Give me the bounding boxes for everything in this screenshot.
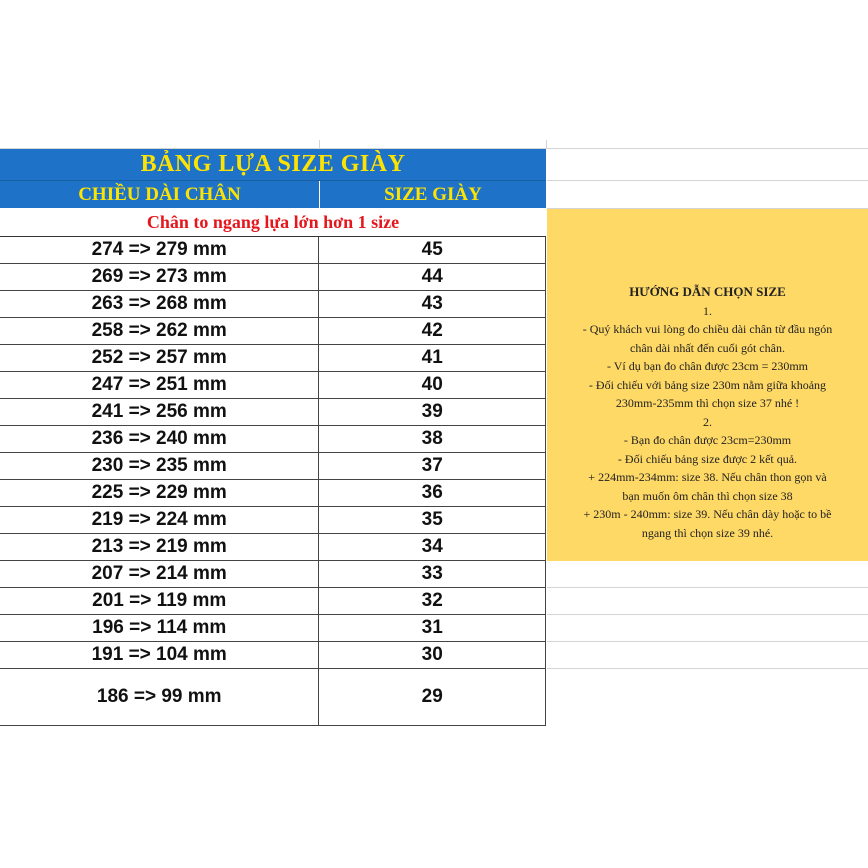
table-row [0,453,546,480]
guide-line: + 224mm-234mm: size 38. Nếu chân thon gọn và [588,470,827,484]
guide-line: bạn muốn ôm chân thì chọn size 38 [622,488,793,503]
empty-cell [547,149,868,181]
empty-cell [547,181,868,209]
guide-line: - Quý khách vui lòng đo chiều dài chân từ đầu ngón [582,322,833,336]
right-empty-cells-lower [547,561,868,725]
column-separator [319,140,320,148]
table-row [0,264,546,291]
foot-length-cell: 201 => 119 mm [0,588,319,614]
shoe-size-cell: 31 [319,615,546,641]
foot-length-cell: 258 => 262 mm [0,318,319,344]
guide-line: - Ví dụ bạn đo chân được 23cm = 230mm [606,359,809,373]
table-row [0,345,546,372]
shoe-size-cell: 30 [319,642,546,668]
size-guide-text [547,283,868,542]
header-shoe-size: SIZE GIÀY [320,181,546,208]
shoe-size-cell: 43 [319,291,546,317]
table-row [0,426,546,453]
empty-cell [547,669,868,725]
guide-line: - Đối chiếu với bảng size 230m nằm giữa khoảng [588,377,827,392]
empty-cell [547,588,868,615]
table-row [0,291,546,318]
foot-length-cell: 207 => 214 mm [0,561,319,587]
foot-length-cell: 241 => 256 mm [0,399,319,425]
table-row [0,318,546,345]
guide-line: 2. [703,414,712,429]
sheet-top-row [0,140,868,149]
right-empty-cells [547,149,868,209]
foot-length-cell: 263 => 268 mm [0,291,319,317]
shoe-size-cell: 40 [319,372,546,398]
table-row [0,615,546,642]
table-row [0,507,546,534]
foot-length-cell: 186 => 99 mm [0,669,319,725]
guide-line: 230mm-235mm thì chọn size 37 nhé ! [615,396,800,410]
shoe-size-cell: 39 [319,399,546,425]
empty-cell [547,615,868,642]
foot-length-cell: 219 => 224 mm [0,507,319,533]
table-row [0,669,546,726]
empty-cell [547,561,868,588]
shoe-size-cell: 34 [319,534,546,560]
table-row [0,561,546,588]
shoe-size-cell: 44 [319,264,546,290]
table-row [0,588,546,615]
shoe-size-cell: 35 [319,507,546,533]
guide-line: - Đối chiếu bảng size được 2 kết quả. [617,451,798,466]
table-row [0,480,546,507]
guide-line: 1. [703,303,712,318]
size-guide-title: HƯỚNG DẪN CHỌN SIZE [629,284,786,299]
empty-cell [547,642,868,669]
table-row [0,399,546,426]
size-note: Chân to ngang lựa lớn hơn 1 size [0,209,546,237]
table-row [0,534,546,561]
shoe-size-cell: 33 [319,561,546,587]
shoe-size-cell: 37 [319,453,546,479]
foot-length-cell: 191 => 104 mm [0,642,319,668]
shoe-size-cell: 45 [319,237,546,263]
size-chart-sheet [0,140,868,730]
table-row [0,237,546,264]
size-table-body [0,237,546,726]
chart-title: BẢNG LỰA SIZE GIÀY [0,149,546,181]
guide-line: - Bạn đo chân được 23cm=230mm [623,433,792,447]
guide-line: ngang thì chọn size 39 nhé. [641,525,774,540]
guide-line: chân dài nhất đến cuối gót chân. [630,340,785,355]
foot-length-cell: 247 => 251 mm [0,372,319,398]
foot-length-cell: 196 => 114 mm [0,615,319,641]
foot-length-cell: 269 => 273 mm [0,264,319,290]
foot-length-cell: 252 => 257 mm [0,345,319,371]
guide-line: + 230m - 240mm: size 39. Nếu chân dày hoặc to bề [583,507,832,521]
foot-length-cell: 230 => 235 mm [0,453,319,479]
column-separator [546,140,547,148]
shoe-size-cell: 42 [319,318,546,344]
shoe-size-cell: 32 [319,588,546,614]
shoe-size-cell: 36 [319,480,546,506]
foot-length-cell: 225 => 229 mm [0,480,319,506]
header-foot-length: CHIỀU DÀI CHÂN [0,181,320,208]
shoe-size-cell: 38 [319,426,546,452]
shoe-size-cell: 41 [319,345,546,371]
shoe-size-cell: 29 [319,669,546,725]
foot-length-cell: 236 => 240 mm [0,426,319,452]
size-guide-panel [547,209,868,561]
table-row [0,372,546,399]
table-row [0,642,546,669]
foot-length-cell: 213 => 219 mm [0,534,319,560]
foot-length-cell: 274 => 279 mm [0,237,319,263]
